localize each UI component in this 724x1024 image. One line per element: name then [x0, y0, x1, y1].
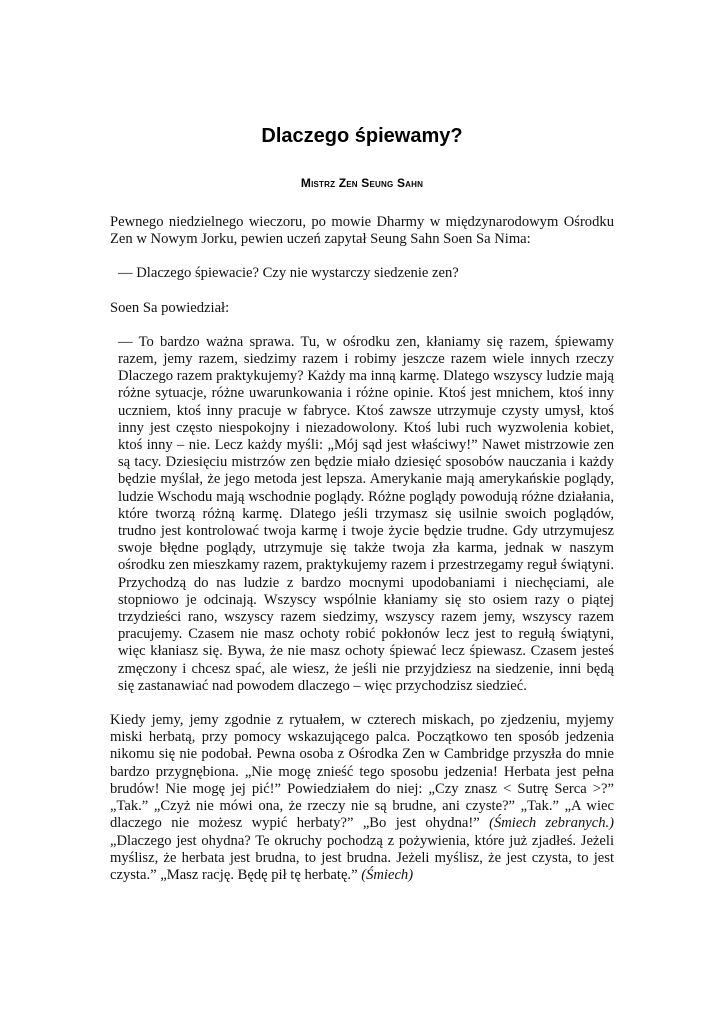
paragraph: — To bardzo ważna sprawa. Tu, w ośrodku zen, kłaniamy się razem, śpiewamy razem, jemy razem, siedzimy razem i robimy jeszcze razem wiele innych rzeczy Dlaczego razem praktykujemy? Każdy ma inną karmę. Dlatego wszyscy ludzie mają różne sytuacje, różne uwarunkowania i różne opinie. Ktoś jest mnichem, ktoś inny uczniem, ktoś inny pracuje w fabryce. Ktoś zawsze utrzymuje czysty umysł, ktoś inny jest często niespokojny i niezadowolony. Ktoś lubi ruch wyzwolenia kobiet, ktoś inny – nie. Lecz każdy myśli: „Mój sąd jest właściwy!” Nawet mistrzowie zen są tacy. Dziesięciu mistrzów zen będzie miało dziesięć sposobów nauczania i każdy będzie myślał, że jego metoda jest lepsza. Amerykanie mają amerykańskie poglądy, ludzie Wschodu mają wschodnie poglądy. Różne poglądy powodują różne działania, które tworzą różną karmę. Dlatego jeśli trzymasz się usilnie swoich poglądów, trudno jest kontrolować twoja karmę i twoje życie będzie trudne. Gdy utrzymujesz swoje błędne poglądy, utrzymuje się także twoja zła karma, jednak w naszym ośrodku zen mieszkamy razem, praktykujemy razem i przestrzegamy reguł świątyni. Przychodzą do nas ludzie z bardzo mocnymi upodobaniami i niechęciami, ale stopniowo je odcinają. Wszyscy wspólnie kłaniamy się sto osiem razy o piątej trzydzieści rano, wszyscy razem siedzimy, wszyscy razem jemy, wszyscy razem pracujemy. Czasem nie masz ochoty robić pokłonów lecz jest to regułą świątyni, więc kłaniasz się. Bywa, że nie masz ochoty śpiewać lecz śpiewasz. Czasem jesteś zmęczony i chcesz spać, ale wiesz, że jeśli nie przyjdziesz na siedzenie, inni będą się zastanawiać nad powodem dlaczego – więc przychodzisz siedzieć. [118, 333, 614, 694]
paragraph: — Dlaczego śpiewacie? Czy nie wystarczy siedzenie zen? [118, 265, 459, 282]
page-title: Dlaczego śpiewamy? [261, 125, 463, 147]
paragraph: Soen Sa powiedział: [110, 299, 230, 316]
body-text [110, 214, 614, 901]
paragraph-text: „Dlaczego jest ohydna? Te okruchy pochodzą z pożywienia, które już zjadłeś. Jeżeli myślisz, że herbata jest brudna, to jest brudna. Jeżeli myślisz, że jest czysta, to jest czysta.” „Masz rację. Będę pił tę herbatę.” [110, 832, 614, 883]
italic-note: (Śmiech zebranych.) [489, 815, 614, 832]
author-line: Mistrz Zen Seung Sahn [300, 176, 424, 190]
italic-note: (Śmiech) [361, 866, 414, 883]
paragraph [110, 712, 614, 884]
paragraph: Pewnego niedzielnego wieczoru, po mowie Dharmy w międzynarodowym Ośrodku Zen w Nowym Jorku, pewien uczeń zapytał Seung Sahn Soen Sa Nima: [110, 214, 614, 248]
paragraph-text: Kiedy jemy, jemy zgodnie z rytuałem, w czterech miskach, po zjedzeniu, myjemy miski herbatą, przy pomocy wskazującego palca. Początkowo ten sposób jedzenia nikomu się nie podobał. Pewna osoba z Ośrodka Zen w Cambridge przyszła do mnie bardzo przygnębiona. „Nie mogę znieść tego sposobu jedzenia! Herbata jest pełna brudów! Nie mogę jej pić!” Powiedziałem do niej: „Czy znasz < Sutrę Serca >?” „Tak.” „Czyż nie mówi ona, że rzeczy nie są brudne, ani czyste?” „Tak.” „A wiec dlaczego nie możesz wypić herbaty?” „Bo jest ohydna!” [110, 712, 614, 832]
